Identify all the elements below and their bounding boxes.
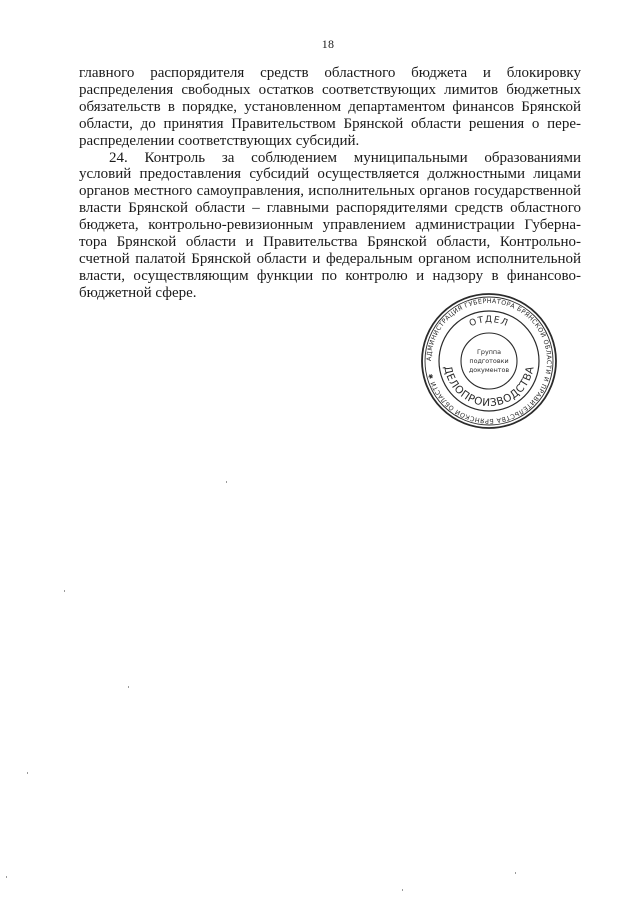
- text-line: области, до принятия Правительством Брянской области решения о пере-: [79, 115, 581, 132]
- text-line: тора Брянской области и Правительства Брянской области, Контрольно-: [79, 234, 581, 251]
- stamp-seal-icon: [420, 292, 558, 430]
- text-line: бюджета, контрольно-ревизионным управлением администрации Губерна-: [79, 217, 581, 234]
- text-line: бюджетной сфере.: [79, 284, 197, 301]
- stamp-top-text: ОТДЕЛ: [467, 314, 511, 330]
- text-line: счетной палатой Брянской области и федеральным органом исполнительной: [79, 250, 581, 267]
- official-stamp: [420, 292, 558, 430]
- stamp-center-line: подготовки: [469, 357, 509, 365]
- text-line: распределении соответствующих субсидий.: [79, 132, 360, 149]
- stamp-center-line: документов: [468, 366, 510, 374]
- text-line: распределения свободных остатков соответствующих лимитов бюджетных: [79, 81, 581, 98]
- page-number: 18: [321, 37, 335, 51]
- text-line: органов местного самоуправления, исполнительных органов государственной: [79, 183, 581, 200]
- stamp-outer-text: АДМИНИСТРАЦИЯ ГУБЕРНАТОРА БРЯНСКОЙ ОБЛАСТИ И ПРАВИТЕЛЬСТВА БРЯНСКОЙ ОБЛАСТИ ✱: [425, 297, 553, 425]
- document-body: [79, 65, 581, 302]
- text-line: обязательств в порядке, установленном департаментом финансов Брянской: [79, 98, 581, 115]
- text-line: главного распорядителя средств областного бюджета и блокировку: [79, 65, 581, 81]
- scan-speck: [402, 889, 403, 891]
- text-line: условий предоставления субсидий осуществляется должностными лицами: [79, 166, 581, 183]
- scan-speck: [515, 872, 516, 874]
- text-line: 24. Контроль за соблюдением муниципальными образованиями: [109, 149, 581, 166]
- scan-speck: [64, 590, 65, 592]
- stamp-bottom-text: ДЕЛОПРОИЗВОДСТВА: [441, 364, 537, 410]
- text-line: власти Брянской области – главными распорядителями средств областного: [79, 200, 581, 217]
- scan-speck: [6, 876, 7, 878]
- paragraph-continuation: [79, 65, 581, 150]
- scan-speck: [27, 772, 28, 774]
- scan-speck: [226, 481, 227, 483]
- paragraph-24: [79, 150, 581, 302]
- stamp-center-line: Группа: [476, 348, 502, 356]
- scan-speck: [128, 686, 129, 688]
- text-line: власти, осуществляющим функции по контролю и надзору в финансово-: [79, 267, 581, 284]
